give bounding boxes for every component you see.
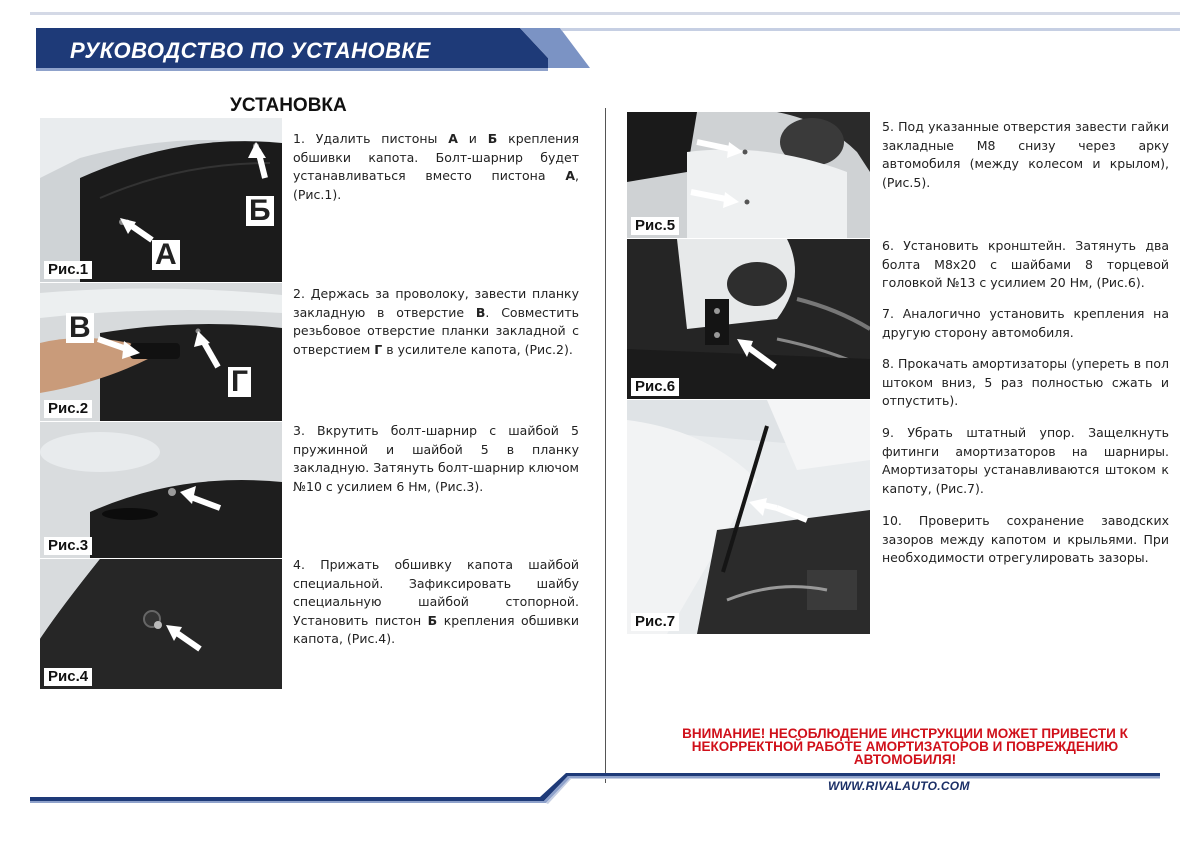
figure-4-photo (40, 559, 282, 689)
step-9: 9. Убрать штатный упор. Защелкнуть фитинги амортизаторов на шарниры. Амортизаторы устанавливаются штоком к капоту, (Рис.7). (882, 425, 1169, 496)
footer-url: WWW.RIVALAUTO.COM (828, 779, 970, 793)
header-title: РУКОВОДСТВО ПО УСТАНОВКЕ (70, 38, 431, 63)
step-10: 10. Проверить сохранение заводских зазоров между капотом и крыльями. При необходимости отрегулировать зазоры. (882, 513, 1169, 565)
figure-2-tag-g: Г (228, 367, 251, 397)
figure-5-label: Рис.5 (631, 217, 679, 235)
step-8: 8. Прокачать амортизаторы (упереть в пол штоком вниз, 5 раз полностью сжать и отпустить). (882, 356, 1169, 408)
figure-1-tag-a: А (152, 240, 180, 270)
step-4: 4. Прижать обшивку капота шайбой специальной. Зафиксировать шайбу специальную шайбой стопорной. Установить пистон Б крепления обшивки капота, (Рис.4). (293, 557, 580, 646)
step-2: 2. Держась за проволоку, завести планку закладную в отверстие В. Совместить резьбовое отверстие планки закладной с отверстием Г в усилителе капота, (Рис.2). (293, 286, 579, 357)
figure-2-photo (40, 283, 282, 421)
figure-2-label: Рис.2 (44, 400, 92, 418)
figure-1-photo (40, 118, 282, 282)
step-1: 1. Удалить пистоны А и Б крепления обшивки капота. Болт-шарнир будет устанавливаться вместо пистона А, (Рис.1). (293, 131, 579, 202)
figure-7-label: Рис.7 (631, 613, 679, 631)
column-divider (605, 108, 606, 783)
figure-5-photo (627, 112, 870, 238)
section-title: УСТАНОВКА (230, 95, 347, 116)
step-3: 3. Вкрутить болт-шарнир с шайбой 5 пружинной и шайбой 5 в планку закладную. Затянуть болт-шарнир ключом №10 с усилием 6 Нм, (Рис.3). (293, 423, 579, 494)
step-5: 5. Под указанные отверстия завести гайки закладные М8 снизу через арку автомобиля (между колесом и крылом), (Рис.5). (882, 119, 1169, 190)
footer-banner (0, 765, 1200, 845)
figure-7-photo (627, 400, 870, 634)
figure-6-photo (627, 239, 870, 399)
figure-3-photo (40, 422, 282, 558)
step-6: 6. Установить кронштейн. Затянуть два болта М8х20 с шайбами 8 торцевой головкой №13 с усилием 20 Нм, (Рис.6). (882, 238, 1169, 290)
figure-1-tag-b: Б (246, 196, 274, 226)
step-7: 7. Аналогично установить крепления на другую сторону автомобиля. (882, 306, 1169, 340)
figure-2-tag-v: В (66, 313, 94, 343)
figure-1-label: Рис.1 (44, 261, 92, 279)
figure-3-label: Рис.3 (44, 537, 92, 555)
figure-4-label: Рис.4 (44, 668, 92, 686)
warning-text: ВНИМАНИЕ! НЕСОБЛЮДЕНИЕ ИНСТРУКЦИИ МОЖЕТ ПРИВЕСТИ К НЕКОРРЕКТНОЙ РАБОТЕ АМОРТИЗАТОРОВ И ПОВРЕЖДЕНИЮ АВТОМОБИЛЯ! (682, 726, 1128, 767)
figure-6-label: Рис.6 (631, 378, 679, 396)
